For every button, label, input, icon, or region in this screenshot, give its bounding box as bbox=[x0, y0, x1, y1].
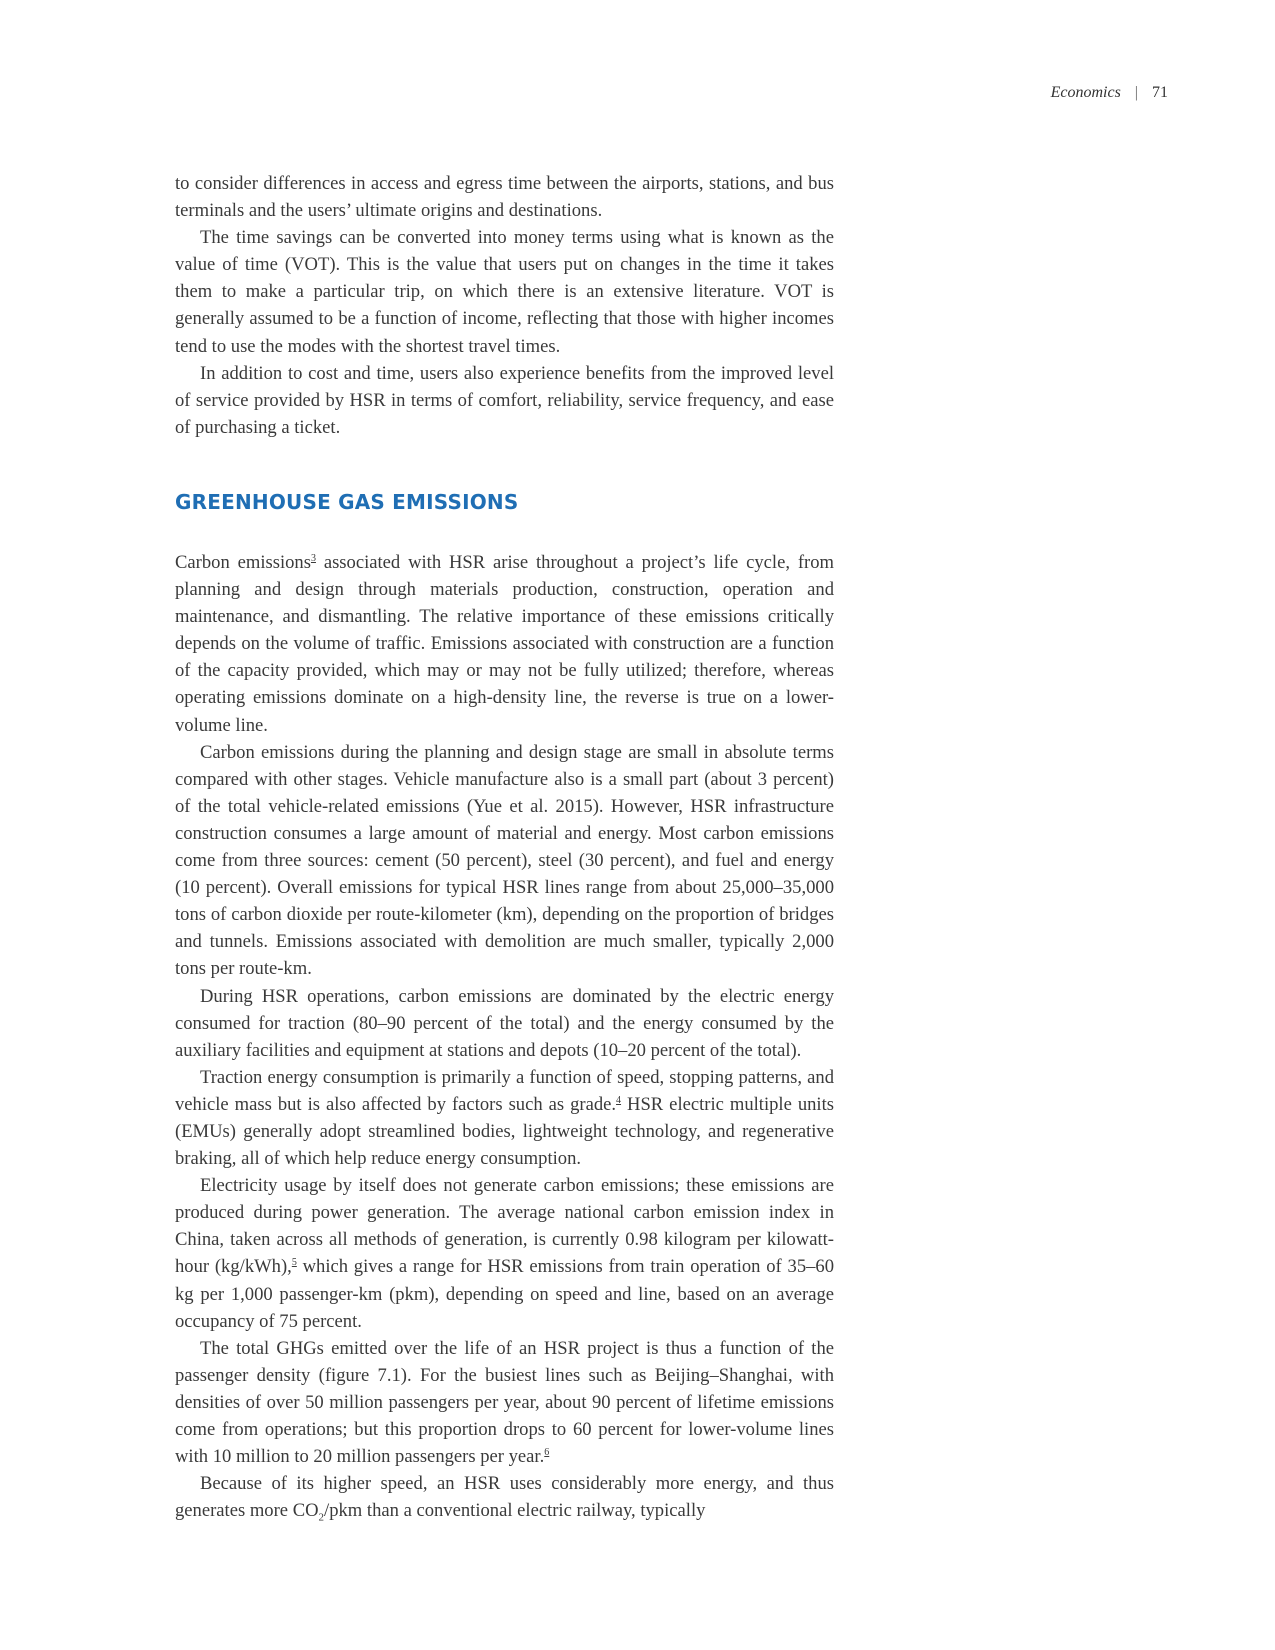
running-head-section: Economics bbox=[1050, 84, 1121, 101]
section-paragraph-1 bbox=[175, 549, 834, 739]
co2-subscript: 2 bbox=[318, 1512, 325, 1524]
running-head bbox=[1051, 84, 1168, 102]
p4-text-a: Traction energy consumption is primarily a function of speed, stopping patterns, and vehicle mass but is also affected by factors such as grade. bbox=[175, 1066, 834, 1115]
p6-text-a: The total GHGs emitted over the life of an HSR project is thus a function of the passenger density (figure 7.1). For the busiest lines such as Beijing–Shanghai, with densities of over 50 million passengers per year, about 90 percent of lifetime emissions come from operations; but this proportion drops to 60 percent for lower-volume lines with 10 million to 20 million passengers per year. bbox=[175, 1337, 834, 1468]
footnote-ref-4[interactable]: 4 bbox=[616, 1094, 622, 1106]
p1-text-a: Carbon emissions bbox=[175, 552, 311, 573]
footnote-ref-6[interactable]: 6 bbox=[544, 1446, 550, 1458]
intro-paragraph-2: The time savings can be converted into money terms using what is known as the value of time (VOT). This is the value that users put on changes in the time it takes them to make a particular trip, on which there is an extensive literature. VOT is generally assumed to be a function of income, reflecting that those with higher incomes tend to use the modes with the shortest travel times. bbox=[175, 227, 834, 357]
intro-paragraph-3: In addition to cost and time, users also experience benefits from the improved level of service provided by HSR in terms of comfort, reliability, service frequency, and ease of purchasing a ticket. bbox=[175, 362, 834, 438]
section-paragraph-3: During HSR operations, carbon emissions are dominated by the electric energy consumed for traction (80–90 percent of the total) and the energy consumed by the auxiliary facilities and equipment at stations and depots (10–20 percent of the total). bbox=[175, 985, 834, 1061]
p7-text-a: Because of its higher speed, an HSR uses considerably more energy, and thus generates more CO bbox=[175, 1473, 834, 1522]
section-paragraph-2: Carbon emissions during the planning and design stage are small in absolute terms compared with other stages. Vehicle manufacture also is a small part (about 3 percent) of the total vehicle-related emissions (Yue et al. 2015). However, HSR infrastructure construction consumes a large amount of material and energy. Most carbon emissions come from three sources: cement (50 percent), steel (30 percent), and fuel and energy (10 percent). Overall emissions for typical HSR lines range from about 25,000–35,000 tons of carbon dioxide per route-kilometer (km), depending on the proportion of bridges and tunnels. Emissions associated with demolition are much smaller, typically 2,000 tons per route-km. bbox=[175, 741, 834, 980]
section-body bbox=[175, 549, 834, 1524]
p7-text-b: /pkm than a conventional electric railway, typically bbox=[324, 1500, 706, 1522]
footnote-ref-5[interactable]: 5 bbox=[291, 1257, 297, 1269]
intro-paragraph-1: to consider differences in access and egress time between the airports, stations, and bus terminals and the users’ ultimate origins and destinations. bbox=[175, 173, 834, 222]
footnote-ref-3[interactable]: 3 bbox=[310, 552, 316, 564]
page-number: 71 bbox=[1152, 84, 1168, 101]
section-paragraph-7 bbox=[175, 1470, 834, 1524]
running-head-separator: | bbox=[1134, 84, 1138, 101]
p4-text-b: HSR electric multiple units (EMUs) generally adopt streamlined bodies, lightweight technology, and regenerative braking, all of which help reduce energy consumption. bbox=[175, 1093, 834, 1170]
section-paragraph-6 bbox=[175, 1335, 834, 1470]
section-paragraph-5 bbox=[175, 1172, 834, 1335]
section-paragraph-4 bbox=[175, 1064, 834, 1172]
p5-text-b: which gives a range for HSR emissions from train operation of 35–60 kg per 1,000 passenger-km (pkm), depending on speed and line, based on an average occupancy of 75 percent. bbox=[175, 1256, 835, 1332]
p5-text-a: Electricity usage by itself does not generate carbon emissions; these emissions are produced during power generation. The average national carbon emission index in China, taken across all methods of generation, is currently 0.98 kilogram per kilowatt-hour (kg/kWh), bbox=[175, 1175, 834, 1278]
section-heading: GREENHOUSE GAS EMISSIONS bbox=[175, 490, 519, 514]
intro-text bbox=[175, 170, 834, 441]
p1-text-b: associated with HSR arise throughout a project’s life cycle, from planning and design through materials production, construction, operation and maintenance, and dismantling. The relative importance of these emissions critically depends on the volume of traffic. Emissions associated with construction are a function of the capacity provided, which may or may not be fully utilized; therefore, whereas operating emissions dominate on a high-density line, the reverse is true on a lower-volume line. bbox=[175, 552, 834, 736]
